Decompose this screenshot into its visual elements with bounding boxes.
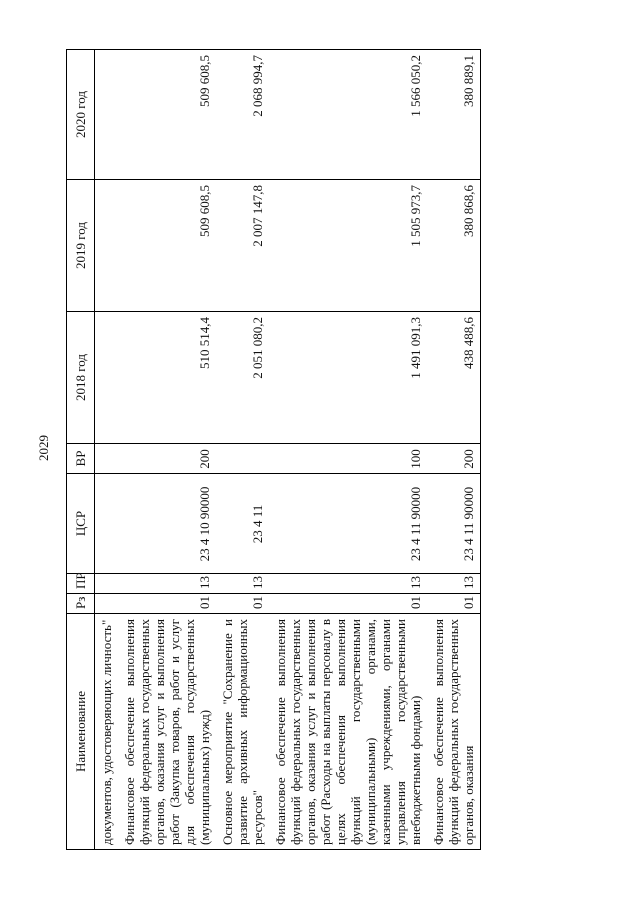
row-2020: 1 566 050,2	[269, 50, 427, 180]
row-rz	[95, 594, 119, 614]
table-row	[118, 50, 216, 850]
row-csr: 23 4 11 90000	[269, 474, 427, 574]
header-csr: ЦСР	[67, 474, 95, 574]
row-vr	[216, 444, 269, 474]
row-pr	[95, 574, 119, 594]
row-rz: 01	[269, 594, 427, 614]
rotated-page	[0, 55, 640, 905]
row-rz: 01	[427, 594, 481, 614]
row-2019: 380 868,6	[427, 180, 481, 312]
row-2018: 438 488,6	[427, 312, 481, 444]
row-2020	[95, 50, 119, 180]
row-name: Финансовое обеспечение выполнения функций федеральных государственных органов, оказания услуг и выполнения работ (Расходы на выплаты персоналу в целях обеспечения выполнения функций государственными (муниципальными) органами, казенными учреждениями, органами управления государственными внебюджетными фондами)	[269, 614, 427, 850]
row-2020: 2 068 994,7	[216, 50, 269, 180]
table-row	[216, 50, 269, 850]
row-vr: 100	[269, 444, 427, 474]
row-pr: 13	[269, 574, 427, 594]
row-csr: 23 4 11 90000	[427, 474, 481, 574]
row-vr	[95, 444, 119, 474]
header-vr: ВР	[67, 444, 95, 474]
header-pr: ПР	[67, 574, 95, 594]
row-2018	[95, 312, 119, 444]
row-2019: 1 505 973,7	[269, 180, 427, 312]
row-pr: 13	[216, 574, 269, 594]
header-row	[67, 50, 95, 850]
row-2020: 509 608,5	[118, 50, 216, 180]
row-name: документов, удостоверяющих личность"	[95, 614, 119, 850]
row-vr: 200	[118, 444, 216, 474]
row-2018: 510 514,4	[118, 312, 216, 444]
row-vr: 200	[427, 444, 481, 474]
row-2018: 2 051 080,2	[216, 312, 269, 444]
table-row	[95, 50, 119, 850]
row-name: Основное мероприятие "Сохранение и развитие архивных информационных ресурсов"	[216, 614, 269, 850]
row-pr: 13	[427, 574, 481, 594]
row-name: Финансовое обеспечение выполнения функций федеральных государственных органов, оказания услуг и выполнения работ (Закупка товаров, работ и услуг для обеспечения государственных (муниципальных) нужд)	[118, 614, 216, 850]
row-2019	[95, 180, 119, 312]
header-2018: 2018 год	[67, 312, 95, 444]
row-csr	[95, 474, 119, 574]
header-name: Наименование	[67, 614, 95, 850]
row-2019: 2 007 147,8	[216, 180, 269, 312]
row-2018: 1 491 091,3	[269, 312, 427, 444]
row-name: Финансовое обеспечение выполнения функций федеральных государственных органов, оказания	[427, 614, 481, 850]
header-rz: Рз	[67, 594, 95, 614]
row-csr: 23 4 10 90000	[118, 474, 216, 574]
header-2019: 2019 год	[67, 180, 95, 312]
row-pr: 13	[118, 574, 216, 594]
row-csr: 23 4 11	[216, 474, 269, 574]
row-rz: 01	[118, 594, 216, 614]
row-rz: 01	[216, 594, 269, 614]
page-number: 2029	[36, 435, 51, 461]
row-2019: 509 608,5	[118, 180, 216, 312]
budget-table	[66, 49, 481, 850]
table-row	[427, 50, 481, 850]
table-row	[269, 50, 427, 850]
header-2020: 2020 год	[67, 50, 95, 180]
row-2020: 380 889,1	[427, 50, 481, 180]
